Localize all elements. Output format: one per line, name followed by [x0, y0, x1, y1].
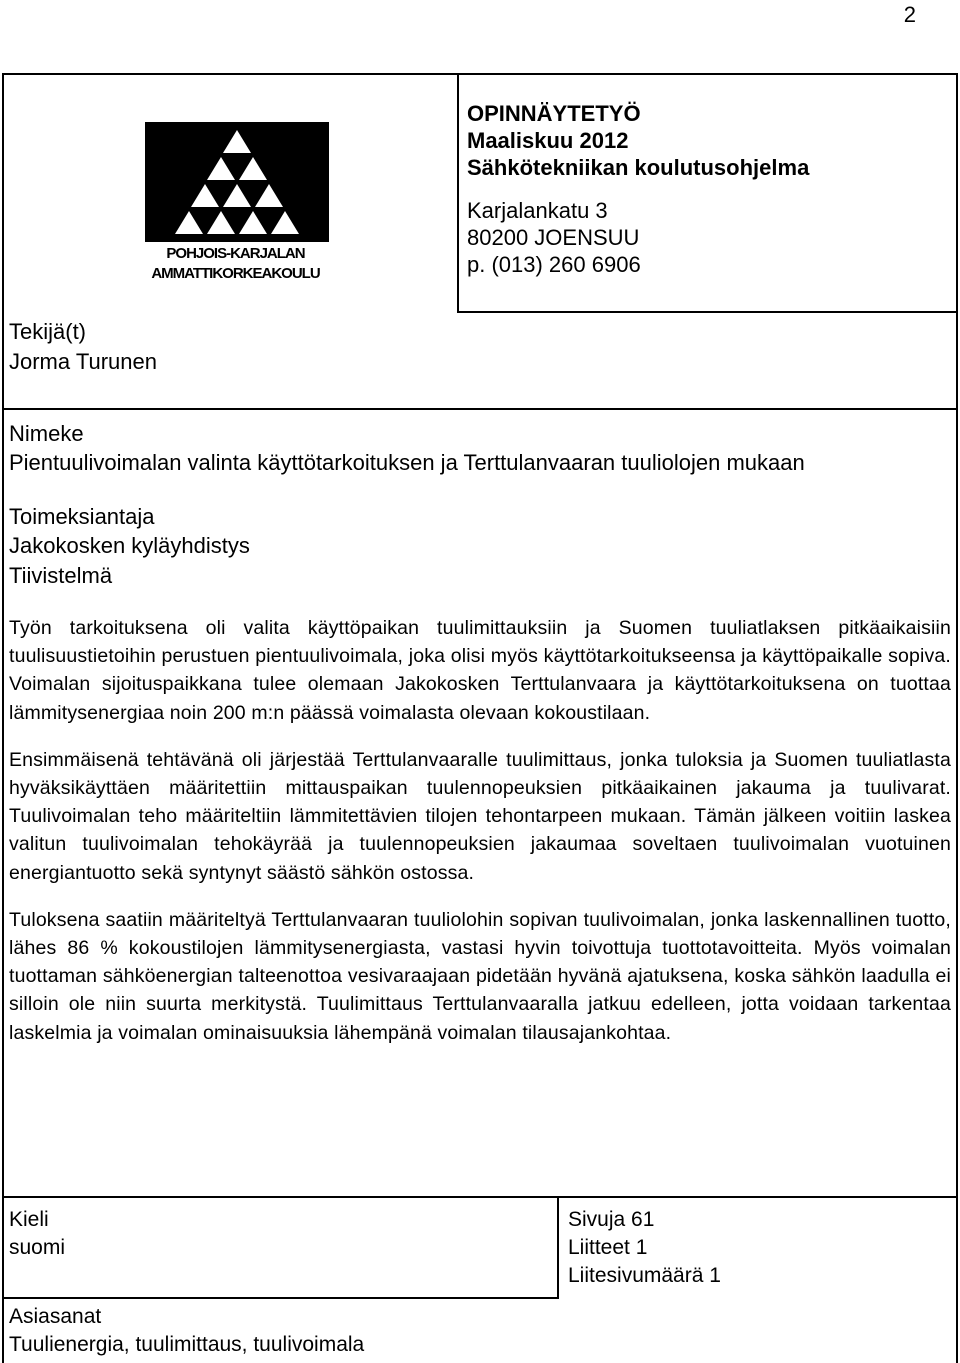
page-number: 2	[903, 2, 916, 27]
appendix-page-count: Liitesivumäärä 1	[568, 1264, 721, 1287]
abstract-paragraph: Tuloksena saatiin määriteltyä Terttulanvaaran tuuliolohin sopivan tuulivoimalan, jonka laskennallinen tuotto, lähes 86 % kokoustilojen lämmitysenergiasta, vastasi hyvin toivottuja tuottotavoitteita. Myös voimalan tuottaman sähköenergian talteenottoa vesivaraajaan pidetään hyvänä ajatuksena, koska sähkön laadulla ei silloin ole niin suurta merkitystä. Tuulimittaus Terttulanvaaralla jatkuu edelleen, jotta voidaan tarkentaa laskelmia ja voimalan ominaisuuksia lähempänä voimalan tilausajankohtaa.	[9, 908, 951, 1044]
footer-divider-horizontal	[2, 1297, 559, 1299]
degree-program: Sähkötekniikan koulutusohjelma	[467, 155, 810, 180]
author-label: Tekijä(t)	[9, 319, 87, 344]
thesis-date: Maaliskuu 2012	[467, 128, 629, 153]
abstract-paragraph: Ensimmäisenä tehtävänä oli järjestää Terttulanvaaralle tuulimittaus, jonka tuloksia ja Suomen tuuliatlasta hyväksikäyttäen määritettiin mittauspaikan tuulennopeuksien pitkäaikainen jakauma ja tuulivarat. Tuulivoimalan teho määriteltiin lämmitettävien tilojen tehontarpeen mukaan. Tämän jälkeen voitiin laskea valitun tuulivoimalan tehokäyrää ja tuulennopeuksien jakaumaa soveltaen tuulivoimalan vuotuinen energiantuotto sekä syntynyt säästö sähkön ostossa.	[9, 748, 951, 884]
author-section	[9, 318, 157, 375]
title-section	[9, 420, 805, 476]
language-label: Kieli	[9, 1208, 49, 1231]
commissioner-section	[9, 503, 250, 559]
thesis-type: OPINNÄYTETYÖ	[467, 101, 641, 126]
abstract-label: Tiivistelmä	[9, 563, 113, 588]
frame-top	[2, 73, 958, 75]
thesis-title: Pientuulivoimalan valinta käyttötarkoituksen ja Terttulanvaaran tuuliolojen mukaan	[9, 450, 805, 475]
title-label: Nimeke	[9, 421, 84, 446]
language-section	[9, 1206, 65, 1262]
frame-left	[2, 73, 4, 1363]
address-city: 80200 JOENSUU	[467, 225, 640, 250]
language-value: suomi	[9, 1236, 66, 1259]
header-divider-horizontal	[457, 311, 958, 313]
logo-line-1: POHJOIS-KARJALAN	[166, 245, 305, 262]
author-name: Jorma Turunen	[9, 349, 157, 374]
page-count-section	[568, 1206, 721, 1290]
footer-divider-vertical	[557, 1196, 559, 1299]
address-street: Karjalankatu 3	[467, 198, 608, 223]
commissioner-name: Jakokosken kyläyhdistys	[9, 533, 250, 558]
author-divider	[2, 408, 958, 410]
keywords-value: Tuulienergia, tuulimittaus, tuulivoimala	[9, 1333, 365, 1356]
commissioner-label: Toimeksiantaja	[9, 504, 155, 529]
phone-number: p. (013) 260 6906	[467, 252, 641, 277]
abstract-body	[9, 614, 951, 1066]
logo-text	[133, 244, 338, 284]
logo-line-2: AMMATTIKORKEAKOULU	[151, 265, 320, 282]
header-info	[467, 100, 809, 278]
triangle-logo-icon	[133, 122, 338, 244]
school-logo	[133, 122, 338, 284]
abstract-paragraph: Työn tarkoituksena oli valita käyttöpaikan tuulimittauksiin ja Suomen tuuliatlaksen pitkäaikaisiin tuulisuustietoihin perustuen pientuulivoimala, joka olisi myös käyttötarkoitukseensa ja käyttöpaikalle sopiva. Voimalan sijoituspaikkana tulee olemaan Jakokosken Terttulanvaara ja käyttötarkoituksena on tuottaa lämmitysenergiaa noin 200 m:n päässä voimalasta olevaan kokoustilaan.	[9, 617, 951, 724]
frame-right	[956, 73, 958, 1363]
page-count: Sivuja 61	[568, 1208, 655, 1231]
keywords-section	[9, 1303, 364, 1359]
abstract-divider	[2, 1196, 958, 1198]
appendix-count: Liitteet 1	[568, 1236, 648, 1259]
header-divider-vertical	[457, 73, 459, 313]
keywords-label: Asiasanat	[9, 1305, 102, 1328]
